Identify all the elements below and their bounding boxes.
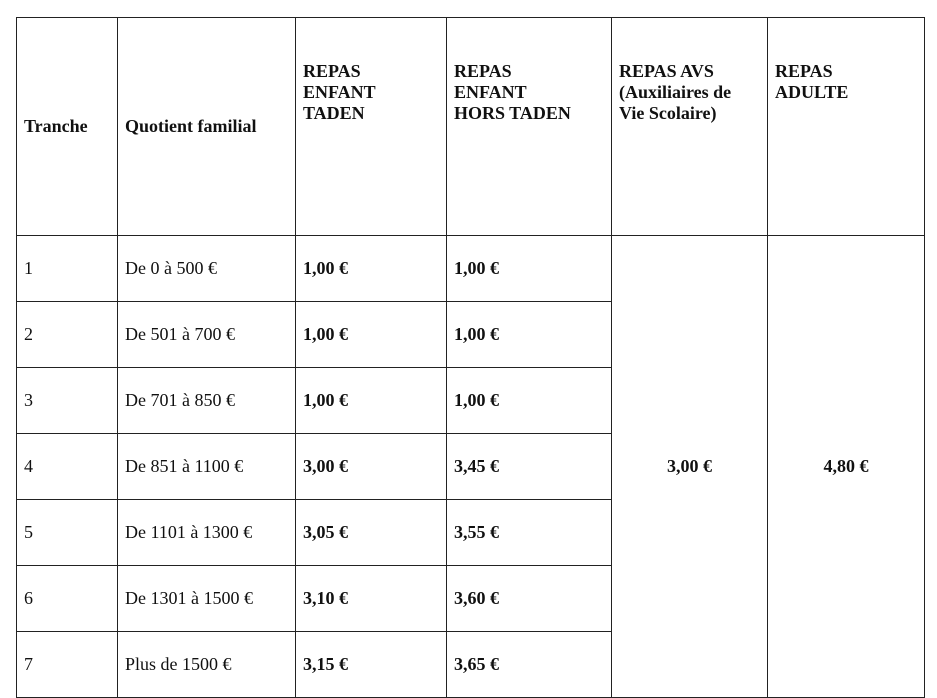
header-repas-adulte (768, 18, 925, 236)
cell-taden: 3,10 € (296, 566, 447, 632)
cell-quotient: De 701 à 850 € (118, 368, 296, 434)
cell-quotient: Plus de 1500 € (118, 632, 296, 698)
header-repas-enfant-taden (296, 18, 447, 236)
header-repas-adulte-text: REPAS ADULTE (775, 61, 849, 102)
cell-hors-taden: 3,45 € (447, 434, 612, 500)
cell-hors-taden: 1,00 € (447, 236, 612, 302)
cell-tranche: 4 (17, 434, 118, 500)
cell-tranche: 1 (17, 236, 118, 302)
header-repas-enfant-hors-taden-text: REPAS ENFANT HORS TADEN (454, 61, 571, 123)
cell-tranche: 5 (17, 500, 118, 566)
header-quotient-familial: Quotient familial (118, 18, 296, 236)
cell-avs-price: 3,00 € (612, 236, 768, 698)
header-repas-avs-text: REPAS AVS (Auxiliaires de Vie Scolaire) (619, 61, 732, 123)
cell-taden: 1,00 € (296, 302, 447, 368)
cell-tranche: 6 (17, 566, 118, 632)
header-row (17, 18, 925, 236)
cell-hors-taden: 3,65 € (447, 632, 612, 698)
cell-tranche: 2 (17, 302, 118, 368)
price-table (16, 17, 925, 698)
cell-hors-taden: 1,00 € (447, 302, 612, 368)
cell-hors-taden: 3,55 € (447, 500, 612, 566)
cell-tranche: 7 (17, 632, 118, 698)
header-tranche: Tranche (17, 18, 118, 236)
header-repas-avs (612, 18, 768, 236)
cell-taden: 1,00 € (296, 236, 447, 302)
cell-quotient: De 1101 à 1300 € (118, 500, 296, 566)
table-row (17, 236, 925, 302)
cell-adulte-price: 4,80 € (768, 236, 925, 698)
cell-taden: 1,00 € (296, 368, 447, 434)
cell-quotient: De 1301 à 1500 € (118, 566, 296, 632)
cell-hors-taden: 1,00 € (447, 368, 612, 434)
cell-quotient: De 501 à 700 € (118, 302, 296, 368)
cell-tranche: 3 (17, 368, 118, 434)
header-repas-enfant-taden-text: REPAS ENFANT TADEN (303, 61, 376, 123)
cell-hors-taden: 3,60 € (447, 566, 612, 632)
cell-quotient: De 851 à 1100 € (118, 434, 296, 500)
header-repas-enfant-hors-taden (447, 18, 612, 236)
cell-taden: 3,05 € (296, 500, 447, 566)
cell-taden: 3,00 € (296, 434, 447, 500)
cell-taden: 3,15 € (296, 632, 447, 698)
cell-quotient: De 0 à 500 € (118, 236, 296, 302)
